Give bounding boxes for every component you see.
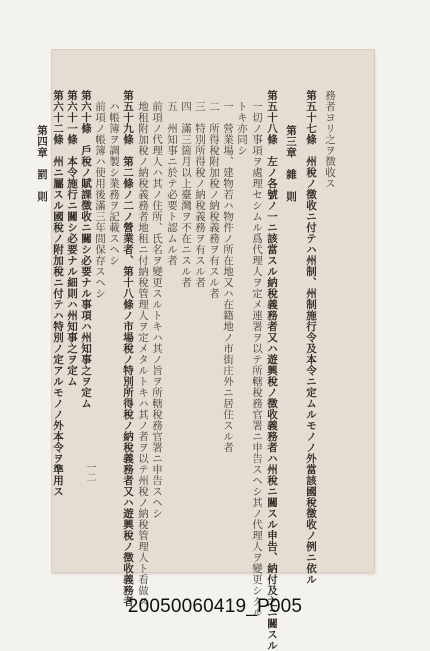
list-item-4: 四 滿三箇月以上臺灣ヲ不在ニスル者 [180, 101, 192, 288]
list-item-5: 五 州知事ニ於テ必要ト認ムル者 [166, 101, 178, 266]
text-column: 前項ノ帳簿ハ使用後滿三年間保存スヘシ [94, 101, 106, 299]
text-column: 務者ヨリ之ヲ徴收ス [324, 90, 336, 189]
chapter-heading: 第四章 罰 則 [36, 125, 48, 202]
article-62: 第六十二條 州ニ屬スル國稅ノ附加稅ニ付テハ特別ノ定アルモノノ外本令ヲ準用ス [52, 90, 64, 497]
text-column: 地租附加稅ノ納稅義務者地租ニ付納稅管理人ヲ定メタルトキハ其ノ者ヲ以テ州稅ノ納稅管理人ト看做ス [137, 101, 149, 607]
text-column: 前項ノ代理人ハ其ノ住所、氏名ヲ變更スルトキハ其ノ旨ヲ所轄稅務官署ニ申告スヘシ [151, 101, 163, 519]
article-58: 第五十八條 左ノ各號ノ一ニ該當スル納稅義務者又ハ遊興稅ノ徴收義務者ハ州稅ニ關スル申告、納付及之ニ關スル [266, 90, 278, 651]
article-61: 第六十一條 本令施行ニ關シ必要ナル細則ハ州知事之ヲ定ム [66, 90, 78, 387]
page-number: 一二 [84, 462, 95, 482]
article-60-visible: 第六十條 戶稅ノ賦課徴收ニ關シ必要ナル事項ハ州知事之ヲ定ム [80, 90, 92, 409]
text-column: トキ亦同シ [236, 101, 248, 156]
image-caption: 20050060419_P005 [127, 596, 303, 617]
article-57: 第五十七條 州稅ノ徴收ニ付テハ州制、州制施行令及本令ニ定ムルモノノ外當該國稅徴收ノ例ニ依ル [305, 90, 317, 585]
chapter-heading: 第三章 雜 則 [285, 125, 297, 202]
text-column: ハ帳簿ヲ調製シ業務ヲ記載スヘシ [108, 101, 120, 266]
article-59: 第五十九條 第二條ノ二ノ營業者、第十八條ノ市場稅ノ特別所得稅ノ納稅義務者又ハ遊興稅ノ徴收義務者 [122, 90, 134, 607]
list-item-1: 一 營業場、建物若ハ物件ノ所在地又ハ在籍地ノ市街庄外ニ居住スル者 [222, 101, 234, 453]
text-column: 一切ノ事項ヲ處理セシムル爲代理人ヲ定メ連署ヲ以テ所轄稅務官署ニ申告スヘシ其ノ代理人ヲ變更シタル [251, 101, 263, 618]
list-item-3: 三 特別所得稅ノ納稅義務ヲ有スル者 [194, 101, 206, 288]
list-item-2: 二 所得稅附加稅ノ納稅義務ヲ有スル者 [208, 101, 220, 299]
